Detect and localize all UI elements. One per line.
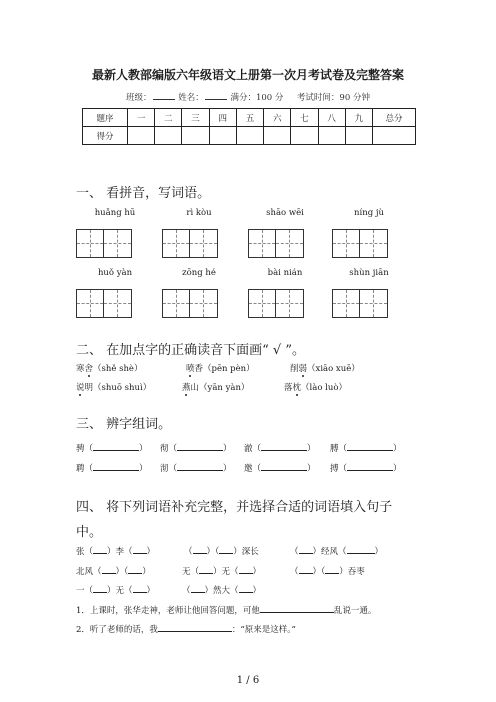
score-cell: 总分 xyxy=(373,109,416,127)
sentence-1: 1．上课时，张华走神，老师让他回答问题，可他 乱说一通。 xyxy=(76,606,377,616)
score-cell: 三 xyxy=(182,109,209,127)
idiom-line: （ ）然大（ ） xyxy=(182,586,262,596)
section-4-heading: 四、 将下列词语补充完整，并选择合适的词语填入句子 xyxy=(76,500,393,515)
word-item: 骋（ ） xyxy=(76,444,148,454)
exam-time: 考试时间：90 分钟 xyxy=(296,93,370,103)
score-blank[interactable] xyxy=(209,127,236,145)
reading-item: 喷香（pēn pèn） xyxy=(186,364,255,374)
score-blank[interactable] xyxy=(318,127,345,145)
answer-blank xyxy=(158,623,232,632)
pinyin-label: huǒ yàn xyxy=(97,268,133,278)
idiom-line: 一（ ）无（ ） xyxy=(76,586,156,596)
score-blank[interactable] xyxy=(373,127,416,145)
pinyin-label: rì kòu xyxy=(186,208,212,218)
score-label: 得分 xyxy=(83,127,128,145)
word-item: 聘（ ） xyxy=(76,464,148,474)
pinyin-label: bài nián xyxy=(267,268,303,278)
score-cell: 四 xyxy=(209,109,236,127)
section-3-heading: 三、 辨字组词。 xyxy=(76,417,172,432)
pinyin-label: shāo wēi xyxy=(266,208,304,218)
idiom-line: （ ）（ ）深长 xyxy=(184,547,259,557)
word-item: 澈（ ） xyxy=(244,444,316,454)
reading-item: 削弱（xiāo xuē） xyxy=(290,364,360,374)
writing-grid[interactable] xyxy=(248,229,304,258)
score-cell: 五 xyxy=(236,109,263,127)
writing-grid[interactable] xyxy=(76,289,132,318)
section-1-heading: 一、 看拼音，写词语。 xyxy=(76,186,211,201)
word-item: 邀（ ） xyxy=(244,464,316,474)
score-blank[interactable] xyxy=(182,127,209,145)
score-blank[interactable] xyxy=(345,127,372,145)
section-2-heading: 二、 在加点字的正确读音下面画“ √ ”。 xyxy=(76,343,305,358)
pinyin-label: níng jù xyxy=(354,208,384,218)
idiom-line: （ ）（ ）吞枣 xyxy=(290,567,365,577)
score-cell: 七 xyxy=(291,109,318,127)
score-cell: 八 xyxy=(318,109,345,127)
score-cell: 一 xyxy=(128,109,155,127)
writing-grid[interactable] xyxy=(162,289,218,318)
idiom-line: （ ）经风（ ） xyxy=(290,547,384,557)
sentence-2: 2．听了老师的话，我 ：“原来是这样。” xyxy=(76,625,296,635)
score-cell: 六 xyxy=(264,109,291,127)
section-4-heading-cont: 中。 xyxy=(76,525,103,540)
writing-grid[interactable] xyxy=(332,229,388,258)
score-table xyxy=(82,108,416,145)
class-blank xyxy=(153,91,175,100)
reading-item: 说明（shuō shuì） xyxy=(76,383,152,393)
reading-item: 落枕（lào luò） xyxy=(284,383,347,393)
pinyin-label: shùn jiān xyxy=(349,268,389,278)
idiom-line: 张（ ）李（ ） xyxy=(76,547,156,557)
word-item: 沏（ ） xyxy=(160,464,232,474)
idiom-line: 无（ ）无（ ） xyxy=(182,567,262,577)
pinyin-label: huǎng hū xyxy=(94,208,136,218)
score-blank[interactable] xyxy=(155,127,182,145)
page-number: 1 / 6 xyxy=(236,675,260,686)
score-cell: 九 xyxy=(345,109,372,127)
full-score: 满分：100 分 xyxy=(230,93,284,103)
score-cell: 二 xyxy=(155,109,182,127)
name-blank xyxy=(205,91,227,100)
score-blank[interactable] xyxy=(128,127,155,145)
writing-grid[interactable] xyxy=(248,289,304,318)
class-label: 班级： xyxy=(126,93,152,103)
writing-grid[interactable] xyxy=(76,229,132,258)
pinyin-label: zōng hé xyxy=(182,268,216,278)
reading-item: 燕山（yān yàn） xyxy=(182,383,250,393)
idiom-line: 北风（ ）（ ） xyxy=(76,567,151,577)
reading-item: 寒舍（shě shè） xyxy=(76,364,143,374)
name-label: 姓名： xyxy=(178,93,204,103)
word-item: 彻（ ） xyxy=(160,444,232,454)
score-blank[interactable] xyxy=(291,127,318,145)
answer-blank xyxy=(260,604,334,613)
page-title: 最新人教部编版六年级语文上册第一次月考试卷及完整答案 xyxy=(91,68,404,82)
exam-info xyxy=(0,91,496,103)
score-blank[interactable] xyxy=(236,127,263,145)
score-blank[interactable] xyxy=(264,127,291,145)
score-header-row xyxy=(83,109,416,127)
writing-grid[interactable] xyxy=(332,289,388,318)
word-item: 搏（ ） xyxy=(330,464,402,474)
score-value-row xyxy=(83,127,416,145)
writing-grid[interactable] xyxy=(162,229,218,258)
word-item: 膊（ ） xyxy=(330,444,402,454)
score-cell: 题序 xyxy=(83,109,128,127)
